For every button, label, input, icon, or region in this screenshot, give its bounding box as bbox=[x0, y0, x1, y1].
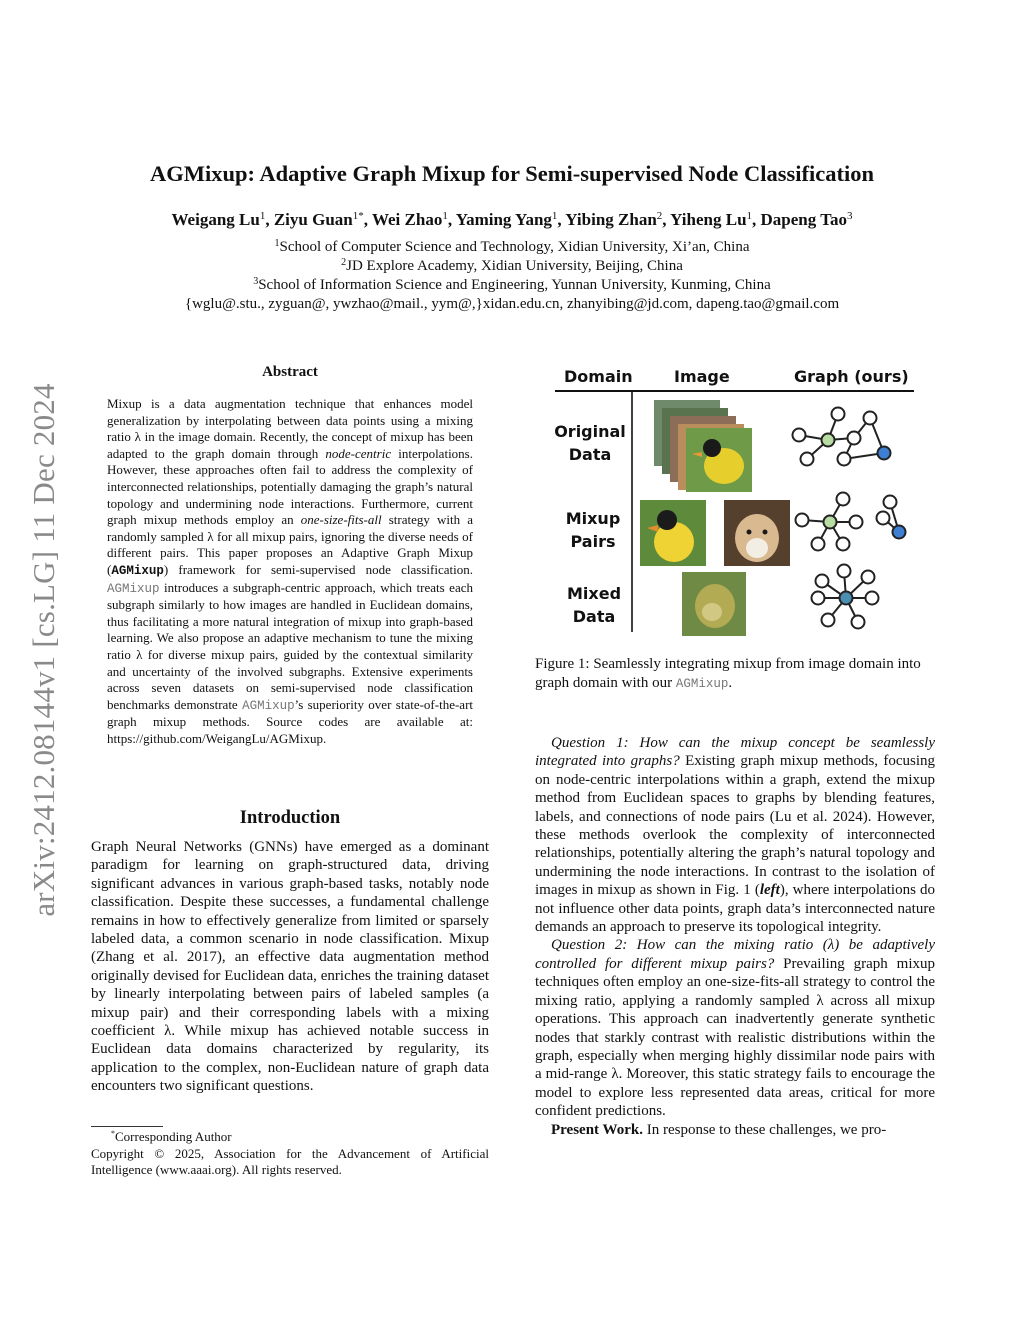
author: Yaming Yang$^1$ bbox=[455, 210, 558, 229]
abstract-body: Mixup is a data augmentation technique that enhances model generalization by interpolating between data points using a mixing ratio λ in the image domain. Recently, the concept of mixup has been adapted to the graph domain through node-centric interpolations. However, these approaches often fail to address the complexity of interconnected relationships, potentially damaging the graph’s natural topology and undermining node interactions. Furthermore, current graph mixup methods employ an one-size-fits-all strategy with a randomly sampled λ for all mixup pairs, ignoring the diverse needs of different pairs. This paper proposes an Adaptive Graph Mixup (AGMixup) framework for semi-supervised node classification. AGMixup introduces a subgraph-centric approach, which treats each subgraph similarly to how images are handled in Euclidean domains, thus facilitating a more natural integration of mixup into graph-based learning. We also propose an adaptive mechanism to tune the mixing ratio λ for diverse mixup pairs, guided by the contextual similarity and uncertainty of the involved subgraphs. Extensive experiments across seven datasets on semi-supervised node classification benchmarks demonstrate AGMixup’s superiority over state-of-the-art graph mixup methods. Source codes are available at: https://github.com/WeigangLu/AGMixup. bbox=[107, 396, 474, 746]
question-1-paragraph: Question 1: How can the mixup concept be seamlessly integrated into graphs? Existing graph mixup methods, focusing on node-centric interpolations within a graph, extend the mixup method from Euclidean spaces to graphs by blending features, labels, and connections of node pairs (Lu et al. 2024). However, these methods overlook the complexity of interconnected relationships, potentially altering the graph’s natural topology and undermining the node interactions. In contrast to the isolation of images in mixup as shown in Fig. 1 (left), where interpolations do not influence other data points, graph data’s interconnected nature demands an approach to preserve its topological integrity. bbox=[535, 735, 936, 936]
mixed-blend bbox=[702, 603, 722, 621]
arxiv-identifier: arXiv:2412.08144v1 [cs.LG] 11 Dec 2024 bbox=[26, 383, 61, 917]
goldfinch-cap bbox=[657, 510, 677, 530]
abstract-heading: Abstract bbox=[262, 364, 318, 380]
affiliation: $^3$School of Information Science and Engineering, Yunnan University, Kunming, China bbox=[253, 276, 771, 293]
figure-header-graph: Graph (ours) bbox=[794, 367, 909, 386]
graph-node bbox=[816, 575, 829, 588]
figure-header-domain: Domain bbox=[564, 367, 633, 386]
original-image-stack bbox=[654, 400, 752, 492]
graph-node bbox=[812, 538, 825, 551]
author: Dapeng Tao$^3$ bbox=[760, 210, 853, 229]
graph-node bbox=[837, 538, 850, 551]
figure-1-caption: Figure 1: Seamlessly integrating mixup from image domain into graph domain with our AGMixup. bbox=[535, 656, 921, 691]
figure-1 bbox=[552, 362, 932, 642]
author: Weigang Lu$^1$ bbox=[171, 210, 266, 229]
author-list: Weigang Lu$^1$, Ziyu Guan$^{1*}$, Wei Zhao$^1$, Yaming Yang$^1$, Yibing Zhan$^2$, Yiheng Lu$^1$, Dapeng Tao$^3$ bbox=[171, 210, 853, 229]
graph-node bbox=[832, 408, 845, 421]
graph-node bbox=[862, 571, 875, 584]
graph-node bbox=[838, 565, 851, 578]
row-label-pairs: Pairs bbox=[570, 532, 616, 551]
graph-node-highlight bbox=[824, 516, 837, 529]
graph-node bbox=[877, 512, 890, 525]
goldfinch-cap bbox=[703, 439, 721, 457]
author: Yiheng Lu$^1$ bbox=[670, 210, 753, 229]
introduction-body: Graph Neural Networks (GNNs) have emerged as a dominant paradigm for learning on graph-structured data, driving significant advances in various graph-based tasks, notably node classification. Despite these successes, a fundamental challenge remains in how to effectively generalize from limited or sparsely labeled data, a common scenario in node classification. Mixup (Zhang et al. 2017), an effective data augmentation method originally devised for Euclidean data, enriches the training dataset by linearly interpolating between pairs of labeled samples (a mixup pair) and their corresponding labels with a mixing coefficient λ. While mixup has achieved notable success in Euclidean data domains characterized by regularity, its application to the complex, non-Euclidean nature of graph data encounters two significant questions. bbox=[91, 839, 489, 1095]
graph-node-highlight bbox=[840, 592, 853, 605]
dog-eye bbox=[763, 530, 768, 535]
question-2-paragraph: Question 2: How can the mixing ratio (λ) be adaptively controlled for different mixup pairs? Prevailing graph mixup techniques often employ an one-size-fits-all strategy to control the mixing ratio, applying a randomly sampled λ across all mixup operations. This approach can inadvertently generate synthetic nodes that starkly contrast with realistic distributions within the graph, especially when merging highly dissimilar node pairs with a mid-range λ. Moreover, this static strategy fails to encourage the model to explore less represented data areas, critical for more confident predictions. bbox=[535, 937, 935, 1120]
graph-node bbox=[866, 592, 879, 605]
mixup-pair-images bbox=[640, 500, 790, 566]
author: Ziyu Guan$^{1*}$ bbox=[273, 210, 364, 229]
row-label-mixup: Mixup bbox=[565, 509, 621, 528]
footnote: *Corresponding Author Copyright © 2025, Association for the Advancement of Artificial Intelligence (www.aaai.org). All rights reserved. bbox=[91, 1129, 489, 1177]
paper-title: AGMixup: Adaptive Graph Mixup for Semi-supervised Node Classification bbox=[150, 161, 874, 186]
graph-node bbox=[838, 453, 851, 466]
goldfinch-body bbox=[654, 522, 694, 562]
graph-node-highlight bbox=[822, 434, 835, 447]
graph-node-highlight bbox=[878, 447, 891, 460]
graph-node bbox=[812, 592, 825, 605]
graph-node bbox=[884, 496, 897, 509]
affiliation: $^1$School of Computer Science and Technology, Xidian University, Xi’an, China bbox=[274, 238, 750, 255]
author: Wei Zhao$^1$ bbox=[371, 210, 448, 229]
dog-eye bbox=[747, 530, 752, 535]
graph-node bbox=[793, 429, 806, 442]
footnote-rule bbox=[91, 1126, 163, 1127]
original-graph bbox=[793, 408, 891, 466]
row-label-original: Original bbox=[554, 422, 626, 441]
graph-node-highlight bbox=[893, 526, 906, 539]
graph-node bbox=[848, 432, 861, 445]
affiliation: $^2$JD Explore Academy, Xidian University, Beijing, China bbox=[341, 257, 683, 274]
mixup-pair-graph bbox=[796, 493, 906, 551]
graph-node bbox=[850, 516, 863, 529]
mixed-image bbox=[682, 572, 746, 636]
dog-muzzle bbox=[746, 538, 768, 558]
present-work-paragraph: Present Work. In response to these challenges, we pro- bbox=[551, 1121, 887, 1138]
mixed-graph bbox=[812, 565, 879, 629]
graph-node bbox=[852, 616, 865, 629]
graph-node bbox=[822, 614, 835, 627]
introduction-heading: Introduction bbox=[239, 808, 341, 828]
graph-node bbox=[801, 453, 814, 466]
author: Yibing Zhan$^2$ bbox=[565, 210, 663, 229]
row-label-original-data: Data bbox=[568, 445, 612, 464]
graph-node bbox=[864, 412, 877, 425]
graph-node bbox=[837, 493, 850, 506]
graph-node bbox=[796, 514, 809, 527]
right-column-body bbox=[535, 734, 935, 1139]
row-label-mixed-data: Data bbox=[572, 607, 616, 626]
row-label-mixed: Mixed bbox=[566, 584, 622, 603]
emails: {wglu@.stu., zyguan@, ywzhao@mail., yym@,}xidan.edu.cn, zhanyibing@jd.com, dapeng.tao@gmail.com bbox=[184, 296, 840, 312]
figure-header-image: Image bbox=[674, 367, 730, 386]
